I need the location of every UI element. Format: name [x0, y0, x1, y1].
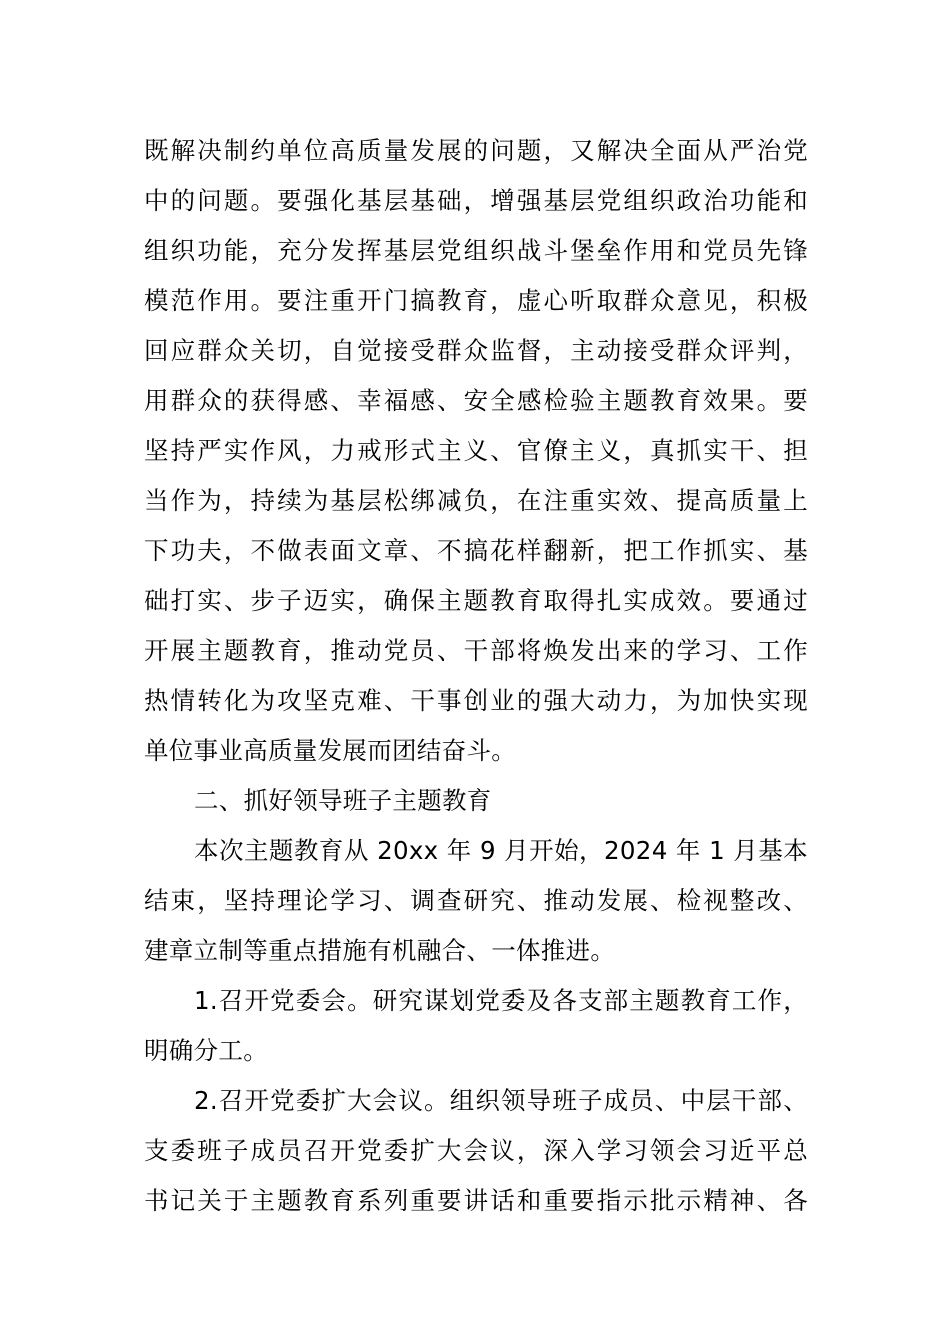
text-line: 本次主题教育从 20xx 年 9 月开始，2024 年 1 月基本	[194, 836, 808, 865]
text-line: 用群众的获得感、幸福感、安全感检验主题教育效果。要	[144, 386, 808, 415]
text-line: 模范作用。要注重开门搞教育，虚心听取群众意见，积极	[144, 286, 808, 315]
text-line: 开展主题教育，推动党员、干部将焕发出来的学习、工作	[144, 636, 808, 665]
text-line: 下功夫，不做表面文章、不搞花样翻新，把工作抓实、基	[144, 536, 808, 565]
text-line: 组织功能，充分发挥基层党组织战斗堡垒作用和党员先锋	[144, 236, 808, 265]
paragraph-end-line: 明确分工。	[144, 1036, 268, 1065]
list-item-2: 2.召开党委扩大会议。组织领导班子成员、中层干部、	[194, 1086, 808, 1115]
document-body	[144, 126, 808, 1226]
text-line: 书记关于主题教育系列重要讲话和重要指示批示精神、各	[144, 1186, 808, 1215]
text-line: 结束，坚持理论学习、调查研究、推动发展、检视整改、	[144, 886, 808, 915]
text-line: 当作为，持续为基层松绑减负，在注重实效、提高质量上	[144, 486, 808, 515]
text-line: 热情转化为攻坚克难、干事创业的强大动力，为加快实现	[144, 686, 808, 715]
section-heading: 二、抓好领导班子主题教育	[194, 786, 492, 815]
text-line: 支委班子成员召开党委扩大会议，深入学习领会习近平总	[144, 1136, 808, 1165]
text-line: 中的问题。要强化基层基础，增强基层党组织政治功能和	[144, 186, 808, 215]
paragraph-end-line: 单位事业高质量发展而团结奋斗。	[144, 736, 516, 765]
paragraph-end-line: 建章立制等重点措施有机融合、一体推进。	[144, 936, 616, 965]
text-line: 既解决制约单位高质量发展的问题，又解决全面从严治党	[144, 136, 808, 165]
text-line: 坚持严实作风，力戒形式主义、官僚主义，真抓实干、担	[144, 436, 808, 465]
text-line: 回应群众关切，自觉接受群众监督，主动接受群众评判，	[144, 336, 808, 365]
text-line: 础打实、步子迈实，确保主题教育取得扎实成效。要通过	[144, 586, 808, 615]
list-item-1: 1.召开党委会。研究谋划党委及各支部主题教育工作，	[194, 986, 808, 1015]
